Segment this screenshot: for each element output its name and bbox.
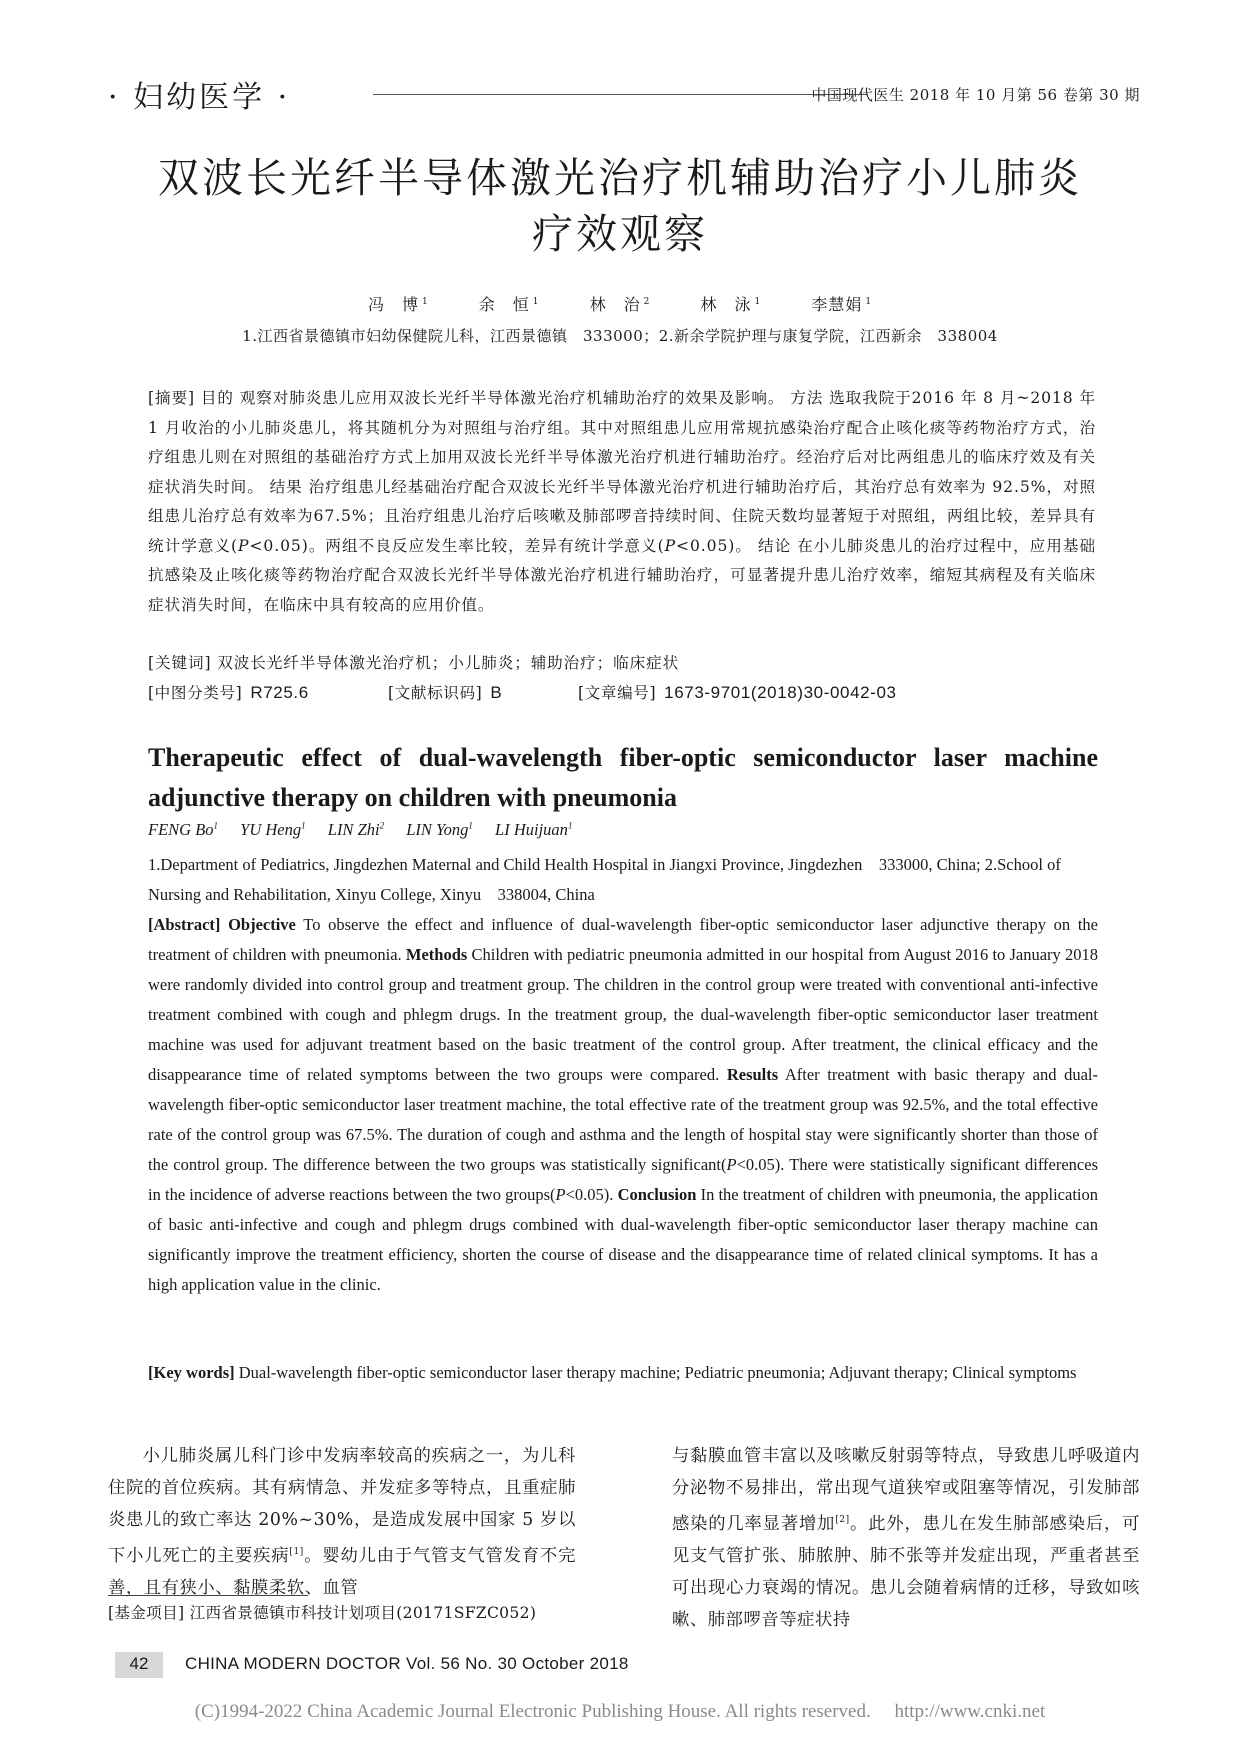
header-rule bbox=[373, 94, 868, 95]
author-cn: 林 泳 $^1$ bbox=[700, 295, 762, 314]
abstract-english: [Abstract] Objective To observe the effect and influence of dual-wavelength fiber-optic semiconductor laser adjunctive therapy on the treatment of children with pneumonia. Methods Children with pediatric pneumonia admitted in our hospital from August 2016 to January 2018 were randomly divided into control group and treatment group. The children in the control group were treated with conventional anti-infective treatment combined with cough and phlegm drugs. In the treatment group, the dual-wavelength fiber-optic semiconductor laser treatment machine was used for adjuvant treatment based on the basic treatment of the control group. After treatment, the clinical efficacy and the disappearance time of related symptoms between the two groups were compared. Results After treatment with basic therapy and dual-wavelength fiber-optic semiconductor laser treatment machine, the total effective rate of the treatment group was 92.5%, and the total effective rate of the control group was 67.5%. The duration of cough and asthma and the length of hospital stay were significantly shorter than those of the control group. The difference between the two groups was statistically significant(P<0.05). There were statistically significant differences in the incidence of adverse reactions between the two groups(P<0.05). Conclusion In the treatment of children with pneumonia, the application of basic anti-infective and cough and phlegm drugs combined with dual-wavelength fiber-optic semiconductor laser therapy machine can significantly improve the treatment efficiency, shorten the course of disease and the disappearance time of related clinical symptoms. It has a high application value in the clinic. bbox=[148, 915, 1099, 1294]
abstract-cn-label: [摘要] bbox=[148, 389, 195, 407]
document-code: [文献标识码] B bbox=[388, 683, 503, 702]
title-chinese bbox=[60, 150, 1180, 262]
authors-english bbox=[148, 820, 590, 840]
keywords-chinese: [关键词] 双波长光纤半导体激光治疗机；小儿肺炎；辅助治疗；临床症状 bbox=[148, 654, 680, 672]
affiliations-english: 1.Department of Pediatrics, Jingdezhen Maternal and Child Health Hospital in Jiangxi Province, Jingdezhen 333000, China; 2.School of Nursing and Rehabilitation, Xinyu College, Xinyu 338004, China bbox=[148, 855, 1061, 904]
author-cn: 冯 博 $^1$ bbox=[367, 295, 429, 314]
section-tag: · 妇幼医学 · bbox=[108, 80, 291, 115]
author-cn: 林 治 $^2$ bbox=[589, 295, 651, 314]
copyright-watermark: (C)1994-2022 China Academic Journal Electronic Publishing House. All rights reserved. http://www.cnki.net bbox=[194, 1701, 1046, 1722]
title-english: Therapeutic effect of dual-wavelength fiber-optic semiconductor laser machine adjunctive therapy on children with pneumonia bbox=[148, 743, 1098, 812]
author-en: FENG Bo$^1$ bbox=[148, 820, 219, 839]
journal-reference: 中国现代医生 2018 年 10 月第 56 卷第 30 期 bbox=[811, 86, 1140, 104]
body-column-left bbox=[108, 1440, 576, 1604]
footer-journal: CHINA MODERN DOCTOR Vol. 56 No. 30 October 2018 bbox=[185, 1654, 629, 1673]
title-chinese-line-2: 疗效观察 bbox=[532, 210, 708, 258]
abstract-chinese: [摘要] 目的 观察对肺炎患儿应用双波长光纤半导体激光治疗机辅助治疗的效果及影响。 方法 选取我院于2016 年 8 月~2018 年 1 月收治的小儿肺炎患儿，将其随机分为对照组与治疗组。其中对照组患儿应用常规抗感染治疗配合止咳化痰等药物治疗方式，治疗组患儿则在对照组的基础治疗方式上加用双波长光纤半导体激光治疗机进行辅助治疗。经治疗后对比两组患儿的临床疗效及有关症状消失时间。 结果 治疗组患儿经基础治疗配合双波长光纤半导体激光治疗机进行辅助治疗后，其治疗总有效率为 92.5%，对照组患儿治疗总有效率为67.5%；且治疗组患儿治疗后咳嗽及肺部啰音持续时间、住院天数均显著短于对照组，两组比较，差异具有统计学意义(P<0.05)。两组不良反应发生率比较，差异有统计学意义(P<0.05)。 结论 在小儿肺炎患儿的治疗过程中，应用基础抗感染及止咳化痰等药物治疗配合双波长光纤半导体激光治疗机进行辅助治疗，可显著提升患儿治疗效率，缩短其病程及有关临床症状消失时间，在临床中具有较高的应用价值。 bbox=[148, 389, 1096, 614]
page-number: 42 bbox=[129, 1654, 149, 1673]
body-paragraph: 与黏膜血管丰富以及咳嗽反射弱等特点，导致患儿呼吸道内分泌物不易排出，常出现气道狭窄或阻塞等情况，引发肺部感染的几率显著增加[2]。此外，患儿在发生肺部感染后，可见支气管扩张、肺脓肿、肺不张等并发症出现，严重者甚至可出现心力衰竭的情况。患儿会随着病情的迁移，导致如咳嗽、肺部啰音等症状持 bbox=[672, 1446, 1140, 1630]
author-cn: 余 恒 $^1$ bbox=[478, 295, 540, 314]
author-en: LI Huijuan$^1$ bbox=[495, 820, 573, 839]
clc-number: [中图分类号] R725.6 bbox=[148, 683, 309, 702]
body-column-right bbox=[672, 1440, 1140, 1636]
title-chinese-line-1: 双波长光纤半导体激光治疗机辅助治疗小儿肺炎 bbox=[158, 154, 1082, 202]
affiliations-chinese: 1.江西省景德镇市妇幼保健院儿科，江西景德镇 333000；2.新余学院护理与康复学院，江西新余 338004 bbox=[242, 327, 998, 345]
author-en: YU Heng$^1$ bbox=[240, 820, 306, 839]
keywords-english: [Key words] Dual-wavelength fiber-optic semiconductor laser therapy machine; Pediatric pneumonia; Adjuvant therapy; Clinical symptoms bbox=[148, 1363, 1077, 1382]
author-en: LIN Zhi$^2$ bbox=[327, 820, 385, 839]
author-en: LIN Yong$^1$ bbox=[406, 820, 473, 839]
fund-footnote: [基金项目] 江西省景德镇市科技计划项目(20171SFZC052) bbox=[108, 1604, 537, 1622]
running-header bbox=[108, 72, 1140, 122]
footnote-rule bbox=[108, 1595, 308, 1596]
author-cn: 李慧娟 $^1$ bbox=[811, 295, 873, 314]
article-number: [文章编号] 1673-9701(2018)30-0042-03 bbox=[578, 683, 897, 702]
authors-chinese bbox=[0, 292, 1240, 315]
body-paragraph: 小儿肺炎属儿科门诊中发病率较高的疾病之一，为儿科住院的首位疾病。其有病情急、并发症多等特点，且重症肺炎患儿的致亡率达 20%~30%，是造成发展中国家 5 岁以下小儿死亡的主要疾病[1]。婴幼儿由于气管支气管发育不完善，且有狭小、黏膜柔软、血管 bbox=[108, 1446, 576, 1598]
